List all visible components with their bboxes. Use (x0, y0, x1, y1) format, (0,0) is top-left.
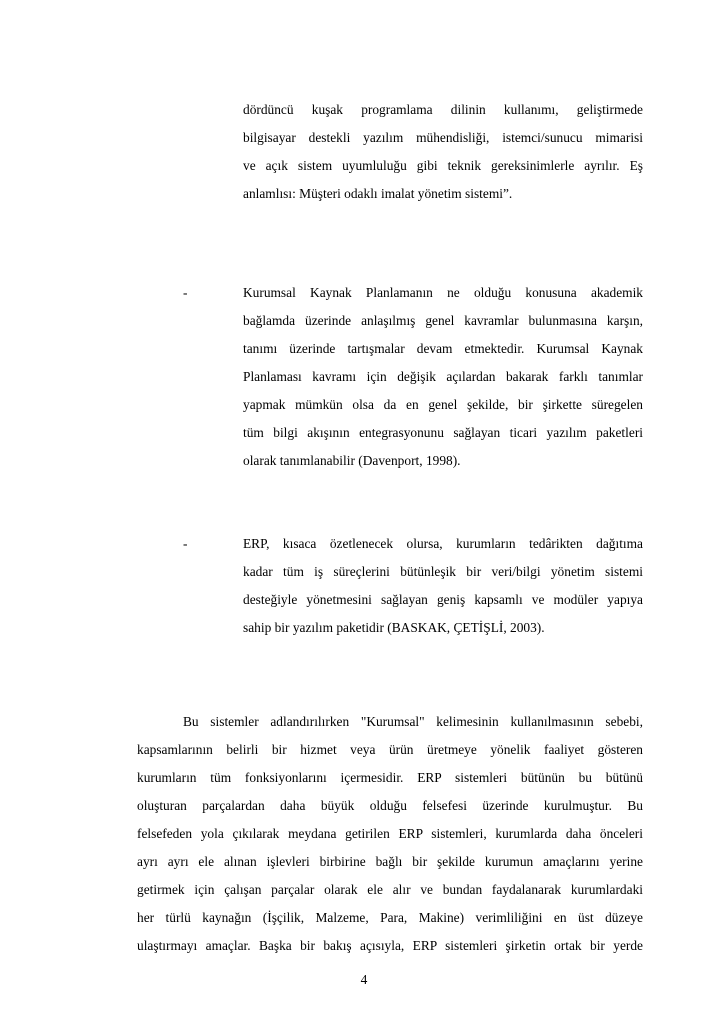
text-line: yapmak mümkün olsa da en genel şekilde, bir şirkette süregelen (243, 397, 643, 412)
text-line: tüm bilgi akışının entegrasyonunu sağlayan ticari yazılım paketleri (243, 425, 643, 440)
text-line: anlamlısı: Müşteri odaklı imalat yönetim sistemi”. (243, 186, 513, 201)
text-line: kadar tüm iş süreçlerini bütünleşik bir veri/bilgi yönetim sistemi (243, 564, 643, 579)
text-line: dördüncü kuşak programlama dilinin kullanımı, geliştirmede (243, 102, 643, 117)
text-line: ulaştırmayı amaçlar. Başka bir bakış açısıyla, ERP sistemleri şirketin ortak bir yerde (137, 938, 643, 953)
text-line: ERP, kısaca özetlenecek olursa, kurumların tedârikten dağıtıma (243, 536, 643, 551)
text-line: kapsamlarının belirli bir hizmet veya ürün üretmeye yönelik faaliyet gösteren (137, 742, 643, 757)
text-line: sahip bir yazılım paketidir (BASKAK, ÇETİŞLİ, 2003). (243, 620, 545, 635)
text-line: her türlü kaynağın (İşçilik, Malzeme, Para, Makine) verimliliğini en üst düzeye (137, 910, 643, 925)
text-line: tanımı üzerinde tartışmalar devam etmektedir. Kurumsal Kaynak (243, 341, 643, 356)
text-line: Bu sistemler adlandırılırken "Kurumsal" kelimesinin kullanılmasının sebebi, (183, 714, 643, 729)
bullet-dash: - (183, 536, 188, 551)
bullet-dash: - (183, 285, 188, 300)
page-number: 4 (360, 972, 368, 987)
text-line: kurumların tüm fonksiyonlarını içermesidir. ERP sistemleri bütünün bu bütünü (137, 770, 643, 785)
text-line: Planlaması kavramı için değişik açılardan bakarak farklı tanımlar (243, 369, 643, 384)
text-line: ayrı ayrı ele alınan işlevleri birbirine bağlı bir şekilde kurumun amaçlarını yerine (137, 854, 643, 869)
text-line: getirmek için çalışan parçalar olarak ele alır ve bundan faydalanarak kurumlardaki (137, 882, 643, 897)
text-line: felsefeden yola çıkılarak meydana getirilen ERP sistemleri, kurumlarda daha önceleri (137, 826, 643, 841)
text-line: bilgisayar destekli yazılım mühendisliği, istemci/sunucu mimarisi (243, 130, 643, 145)
text-line: ve açık sistem uyumluluğu gibi teknik gereksinimlerle ayrılır. Eş (243, 158, 643, 173)
text-line: Kurumsal Kaynak Planlamanın ne olduğu konusuna akademik (243, 285, 643, 300)
text-line: desteğiyle yönetmesini sağlayan geniş kapsamlı ve modüler yapıya (243, 592, 643, 607)
text-line: olarak tanımlanabilir (Davenport, 1998). (243, 453, 461, 468)
text-line: bağlamda üzerinde anlaşılmış genel kavramlar bulunmasına karşın, (243, 313, 643, 328)
text-line: oluşturan parçalardan daha büyük olduğu felsefesi üzerinde kurulmuştur. Bu (137, 798, 643, 813)
